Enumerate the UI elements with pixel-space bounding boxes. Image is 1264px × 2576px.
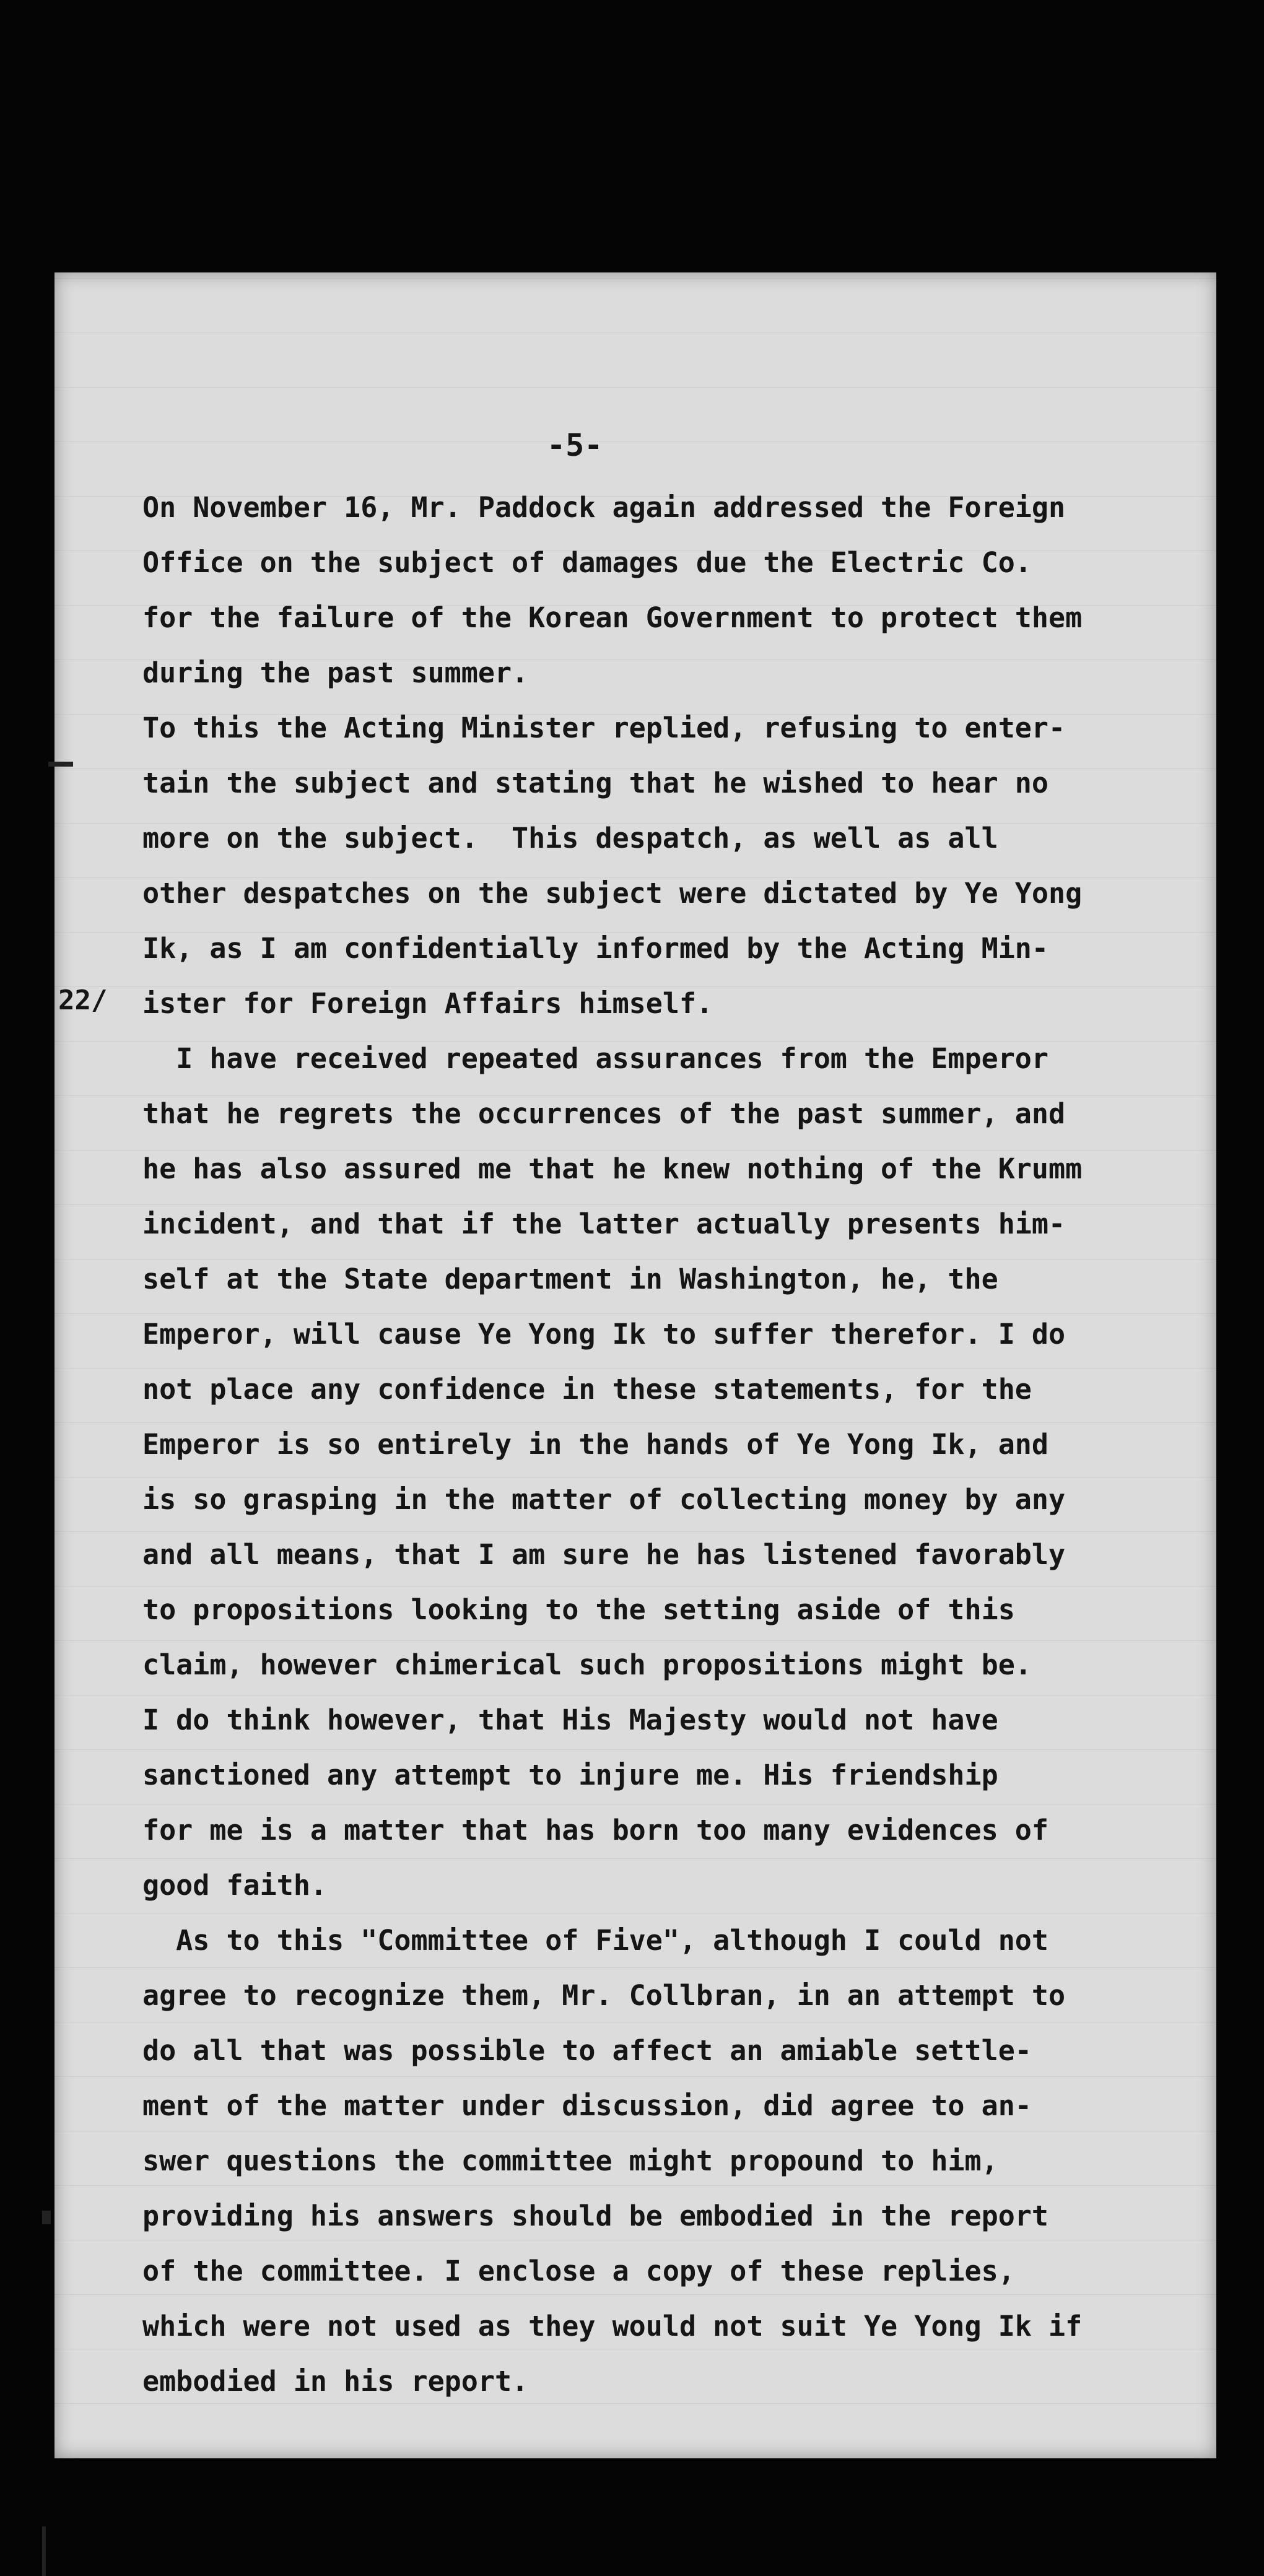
text-line: swer questions the committee might propound to him, bbox=[142, 2144, 998, 2177]
text-line: ment of the matter under discussion, did agree to an- bbox=[142, 2089, 1032, 2122]
text-line: self at the State department in Washington, he, the bbox=[142, 1263, 998, 1295]
text-line: embodied in his report. bbox=[142, 2365, 529, 2398]
text-line: more on the subject. This despatch, as well as all bbox=[142, 822, 998, 855]
document-page bbox=[54, 272, 1216, 2458]
text-line: for me is a matter that has born too many evidences of bbox=[142, 1814, 1048, 1847]
text-line: and all means, that I am sure he has listened favorably bbox=[142, 1538, 1066, 1571]
text-line: I do think however, that His Majesty would not have bbox=[142, 1704, 998, 1736]
text-line: other despatches on the subject were dictated by Ye Yong bbox=[142, 877, 1083, 910]
margin-note: 22/ bbox=[58, 985, 108, 1016]
text-line: not place any confidence in these statements, for the bbox=[142, 1373, 1032, 1406]
text-line: tain the subject and stating that he wished to hear no bbox=[142, 767, 1048, 799]
text-line: Ik, as I am confidentially informed by the Acting Min- bbox=[142, 932, 1048, 965]
text-line: sanctioned any attempt to injure me. His friendship bbox=[142, 1759, 998, 1791]
text-line: Office on the subject of damages due the Electric Co. bbox=[142, 546, 1032, 579]
text-line: do all that was possible to affect an amiable settle- bbox=[142, 2034, 1032, 2067]
text-line: ister for Foreign Affairs himself. bbox=[142, 987, 713, 1020]
page-number: -5- bbox=[547, 427, 603, 463]
text-line: As to this "Committee of Five", although I could not bbox=[142, 1924, 1048, 1957]
text-line: which were not used as they would not suit Ye Yong Ik if bbox=[142, 2310, 1083, 2343]
text-line: that he regrets the occurrences of the past summer, and bbox=[142, 1097, 1066, 1130]
text-line: incident, and that if the latter actually presents him- bbox=[142, 1208, 1066, 1240]
text-line: during the past summer. bbox=[142, 656, 529, 689]
text-line: agree to recognize them, Mr. Collbran, in an attempt to bbox=[142, 1979, 1066, 2012]
text-line: On November 16, Mr. Paddock again addressed the Foreign bbox=[142, 491, 1066, 524]
margin-mark bbox=[42, 2526, 46, 2576]
text-line: To this the Acting Minister replied, refusing to enter- bbox=[142, 711, 1066, 744]
text-line: claim, however chimerical such propositions might be. bbox=[142, 1648, 1032, 1681]
text-line: providing his answers should be embodied in the report bbox=[142, 2200, 1048, 2232]
text-line: he has also assured me that he knew nothing of the Krumm bbox=[142, 1152, 1083, 1185]
text-line: of the committee. I enclose a copy of these replies, bbox=[142, 2255, 1015, 2287]
text-line: to propositions looking to the setting aside of this bbox=[142, 1593, 1015, 1626]
margin-mark bbox=[42, 2211, 51, 2224]
text-line: for the failure of the Korean Government to protect them bbox=[142, 601, 1083, 634]
margin-mark bbox=[48, 762, 73, 767]
text-line: Emperor, will cause Ye Yong Ik to suffer therefor. I do bbox=[142, 1318, 1066, 1351]
text-line: good faith. bbox=[142, 1869, 328, 1902]
text-line: I have received repeated assurances from the Emperor bbox=[142, 1042, 1048, 1075]
text-line: is so grasping in the matter of collecting money by any bbox=[142, 1483, 1066, 1516]
text-line: Emperor is so entirely in the hands of Ye Yong Ik, and bbox=[142, 1428, 1048, 1461]
